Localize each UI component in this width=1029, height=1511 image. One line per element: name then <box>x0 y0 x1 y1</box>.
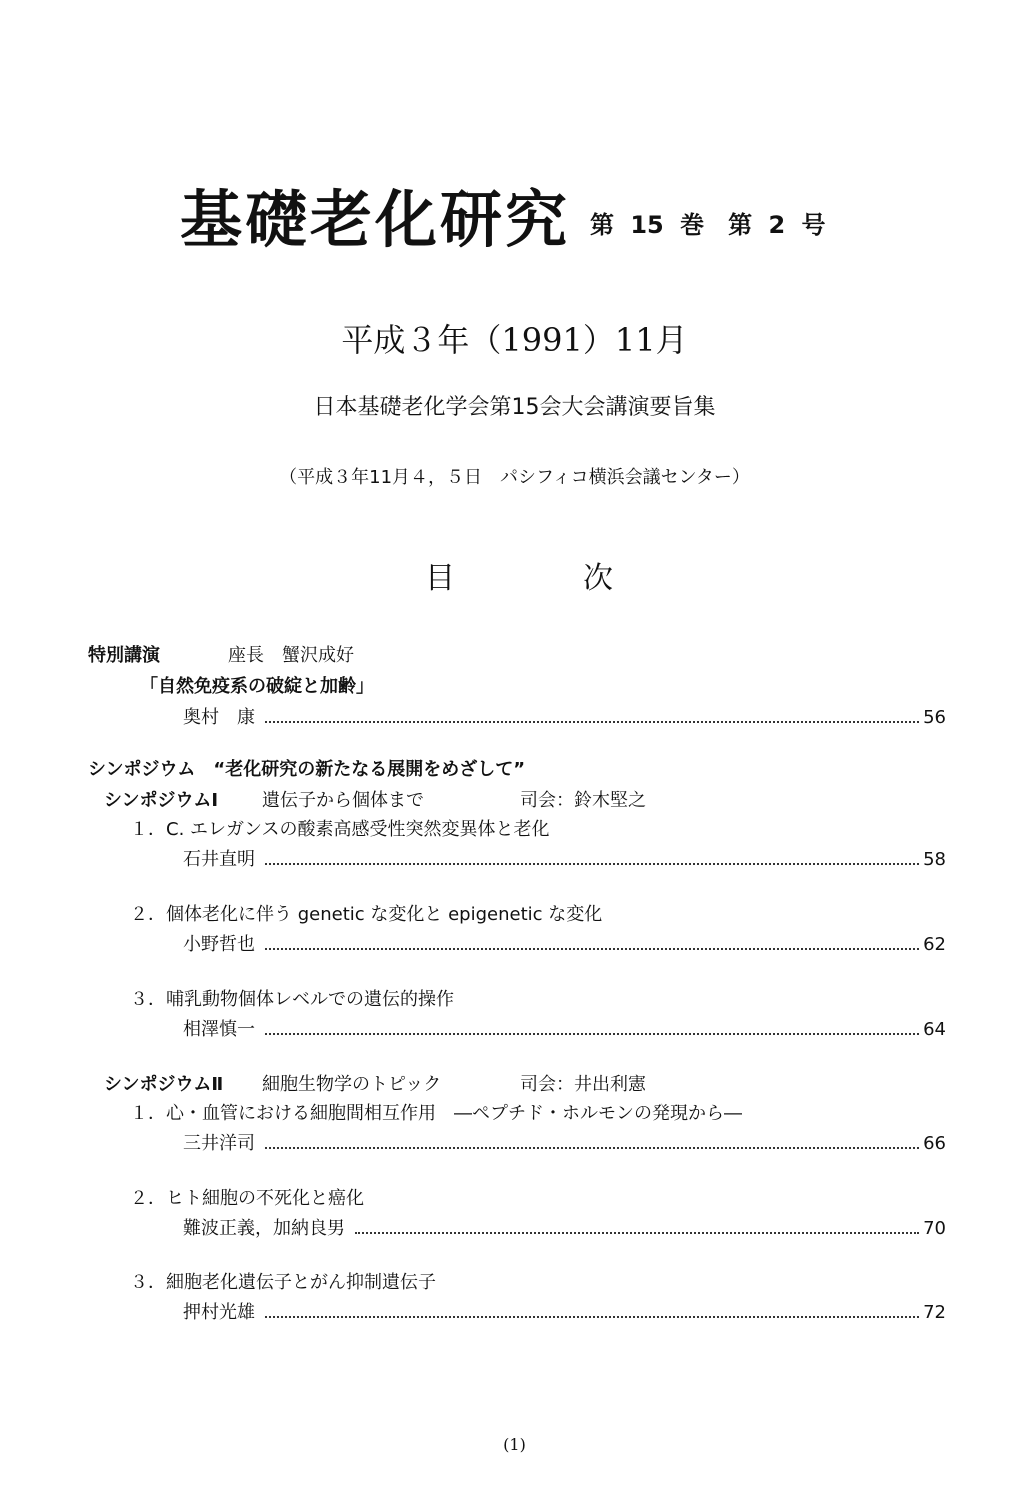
toc-heading-left: 目 <box>425 561 455 596</box>
entry-author: 三井洋司 <box>183 1133 255 1154</box>
symposium-2-theme: 細胞生物学のトピック <box>262 1074 442 1095</box>
toc-entry <box>183 1017 946 1043</box>
toc-entry <box>183 1216 946 1242</box>
entry-author: 難波正義，加納良男 <box>183 1218 345 1239</box>
entry-author: 小野哲也 <box>183 934 255 955</box>
toc-heading <box>425 560 613 598</box>
entry-title: ２．個体老化に伴う genetic な変化と epigenetic な変化 <box>130 904 603 925</box>
entry-page: 70 <box>923 1218 946 1239</box>
entry-page: 58 <box>923 849 946 870</box>
entry-title: ３．哺乳動物個体レベルでの遺伝的操作 <box>130 989 454 1010</box>
toc-entry <box>183 932 946 958</box>
entry-author: 相澤慎一 <box>183 1019 255 1040</box>
entry-author: 奥村 康 <box>183 707 255 728</box>
dot-leader <box>265 1147 919 1149</box>
special-lecture-label: 特別講演 <box>88 645 160 666</box>
toc-entry <box>183 1131 946 1157</box>
toc-heading-right: 次 <box>583 561 613 596</box>
meeting-venue: （平成３年11月４，５日 パシフィコ横浜会議センター） <box>279 467 750 488</box>
entry-title: ３．細胞老化遺伝子とがん抑制遺伝子 <box>130 1272 436 1293</box>
dot-leader <box>355 1232 919 1234</box>
publication-date: 平成３年（1991）11月 <box>341 321 688 359</box>
symposium-label: シンポジウム “老化研究の新たなる展開をめざして” <box>88 759 526 780</box>
meeting-title: 日本基礎老化学会第15会大会講演要旨集 <box>313 395 716 420</box>
entry-page: 56 <box>923 707 946 728</box>
toc-entry <box>183 847 946 873</box>
dot-leader <box>265 721 919 723</box>
entry-page: 72 <box>923 1302 946 1323</box>
special-lecture-title: 「自然免疫系の破綻と加齢」 <box>140 676 374 697</box>
entry-page: 66 <box>923 1133 946 1154</box>
symposium-2-moderator: 司会：井出利憲 <box>520 1074 646 1095</box>
entry-title: １．心・血管における細胞間相互作用 ―ペプチド・ホルモンの発現から― <box>130 1103 742 1124</box>
entry-title: ２．ヒト細胞の不死化と癌化 <box>130 1188 364 1209</box>
entry-page: 64 <box>923 1019 946 1040</box>
entry-page: 62 <box>923 934 946 955</box>
journal-title: 基礎老化研究 <box>180 183 571 256</box>
special-lecture-chair: 座長 蟹沢成好 <box>228 645 354 666</box>
dot-leader <box>265 1316 919 1318</box>
dot-leader <box>265 863 919 865</box>
symposium-1-theme: 遺伝子から個体まで <box>262 790 424 811</box>
entry-author: 押村光雄 <box>183 1302 255 1323</box>
page-number: (1) <box>503 1435 526 1454</box>
symposium-1-moderator: 司会：鈴木堅之 <box>520 790 646 811</box>
entry-title: １．C. エレガンスの酸素高感受性突然変異体と老化 <box>130 819 550 840</box>
dot-leader <box>265 948 919 950</box>
symposium-1-label: シンポジウムⅠ <box>104 790 219 811</box>
volume-issue: 第 15 巻 第 2 号 <box>590 211 826 239</box>
symposium-2-label: シンポジウムⅡ <box>104 1074 224 1095</box>
toc-entry <box>183 1300 946 1326</box>
dot-leader <box>265 1033 919 1035</box>
toc-entry <box>183 705 946 731</box>
entry-author: 石井直明 <box>183 849 255 870</box>
